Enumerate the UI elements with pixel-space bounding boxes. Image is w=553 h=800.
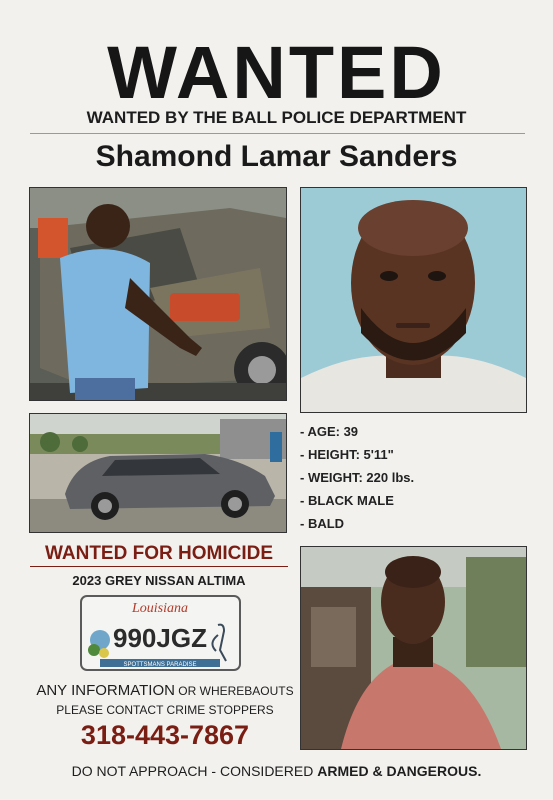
vehicle-photo (29, 413, 287, 533)
poster-title: WANTED (107, 31, 446, 114)
fact-weight: - WEIGHT: 220 lbs. (300, 470, 415, 485)
suspect-with-car-photo (29, 187, 287, 401)
info-line-2: PLEASE CONTACT CRIME STOPPERS (56, 703, 274, 717)
danger-warning (0, 763, 553, 779)
warning-emphasis: ARMED & DANGEROUS. (317, 763, 482, 779)
info-line-1-small: OR WHEREBAOUTS (174, 684, 294, 698)
vehicle-description: 2023 GREY NISSAN ALTIMA (72, 573, 246, 588)
suspect-name: Shamond Lamar Sanders (95, 140, 458, 173)
info-line-1 (0, 682, 330, 699)
suspect-closeup-photo (300, 546, 527, 750)
crime-stoppers-phone[interactable]: 318-443-7867 (80, 720, 250, 750)
suspect-description-list (300, 420, 414, 535)
fact-height: - HEIGHT: 5'11" (300, 447, 394, 462)
department-subtitle: WANTED BY THE BALL POLICE DEPARTMENT (86, 108, 467, 127)
fact-hair: - BALD (300, 516, 345, 531)
plate-number: 990JGZ (113, 623, 207, 653)
crime-divider (30, 566, 288, 567)
crime-heading: WANTED FOR HOMICIDE (45, 543, 273, 564)
info-line-1-main: ANY INFORMATION (36, 682, 175, 699)
title-divider (30, 133, 525, 134)
suspect-mugshot-photo (300, 187, 527, 413)
warning-prefix: DO NOT APPROACH - CONSIDERED (71, 763, 318, 779)
plate-state: Louisiana (131, 601, 189, 616)
plate-parish: SPOTTSMANS PARADISE (123, 662, 197, 668)
fact-age: - AGE: 39 (300, 424, 359, 439)
license-plate (80, 595, 241, 671)
fact-race-sex: - BLACK MALE (300, 493, 394, 508)
